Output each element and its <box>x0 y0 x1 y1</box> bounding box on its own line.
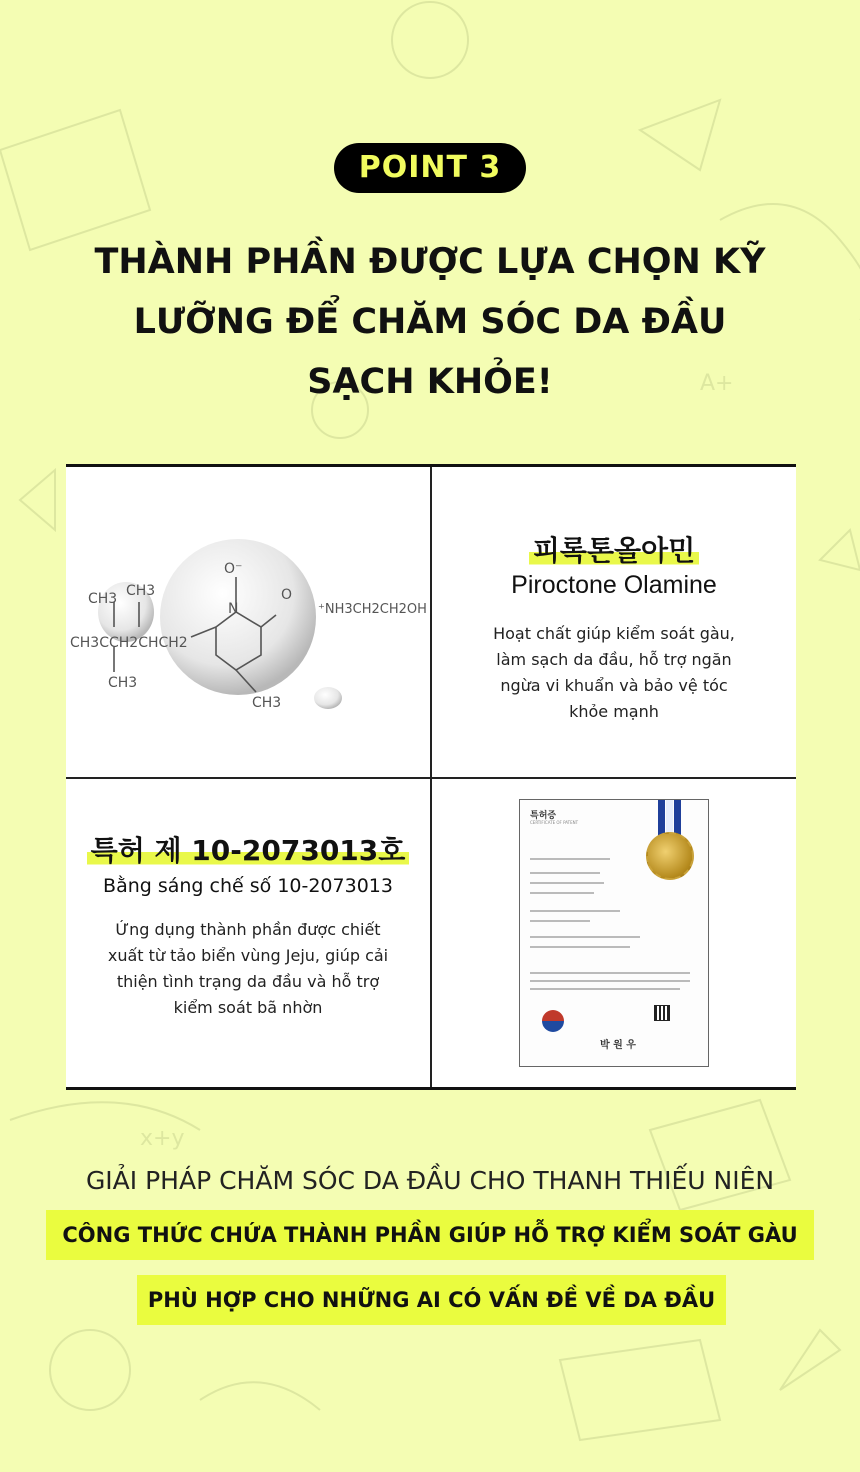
qr-code-icon <box>654 1005 670 1021</box>
taegeuk-logo-icon <box>542 1010 564 1032</box>
tiny-bubble <box>314 687 342 709</box>
footer-highlight-1: CÔNG THỨC CHỨA THÀNH PHẦN GIÚP HỖ TRỢ KIỂM SOÁT GÀU <box>46 1210 814 1260</box>
o-minus-label: O⁻ <box>224 561 243 577</box>
ingredient-description: Hoạt chất giúp kiểm soát gàu, làm sạch da đầu, hỗ trợ ngăn ngừa vi khuẩn và bảo vệ tóc khỏe mạnh <box>493 624 735 721</box>
patent-certificate-image <box>519 799 709 1067</box>
patent-vietnamese-number: Bằng sáng chế số 10-2073013 <box>103 875 393 897</box>
certificate-cell <box>432 779 796 1089</box>
amine-label: ⁺NH3CH2CH2OH <box>318 602 427 617</box>
info-grid <box>66 464 796 1090</box>
ch3-label-a: CH3 <box>88 591 118 607</box>
svg-text:x+y: x+y <box>140 1126 185 1151</box>
ch3-label-b: CH3 <box>126 583 156 599</box>
patent-description: Ứng dụng thành phần được chiết xuất từ tảo biển vùng Jeju, giúp cải thiện tình trạng da đầu và hỗ trợ kiểm soát bã nhờn <box>107 920 389 1017</box>
headline-line-3: SẠCH KHỎE! <box>307 362 553 402</box>
ingredient-english-name: Piroctone Olamine <box>511 571 717 599</box>
molecule-illustration <box>66 467 430 777</box>
molecule-cell <box>66 467 430 777</box>
o-label: O <box>281 587 293 603</box>
ch3-label-bottom: CH3 <box>108 675 138 691</box>
page-headline <box>40 232 820 412</box>
chain-label: CH3CCH2CHCH2 <box>70 635 188 651</box>
certificate-title: 특허증 <box>530 811 557 821</box>
certificate-subtitle: CERTIFICATE OF PATENT <box>530 820 579 825</box>
gold-seal-icon <box>646 832 694 880</box>
n-label: N <box>228 601 239 617</box>
ingredient-cell <box>432 467 796 777</box>
patent-korean-number: 특허 제 10-2073013호 <box>66 829 430 869</box>
headline-line-2: LƯỠNG ĐỂ CHĂM SÓC DA ĐẦU <box>133 302 727 342</box>
headline-line-1: THÀNH PHẦN ĐƯỢC LỰA CHỌN KỸ <box>94 242 766 282</box>
patent-cell <box>66 779 430 1089</box>
certificate-signature: 박 원 우 <box>600 1040 636 1051</box>
footer-highlight-2: PHÙ HỢP CHO NHỮNG AI CÓ VẤN ĐỀ VỀ DA ĐẦU <box>137 1275 726 1325</box>
ingredient-korean-name: 피록톤올아민 <box>432 529 796 569</box>
footer-tagline: GIẢI PHÁP CHĂM SÓC DA ĐẦU CHO THANH THIẾU NIÊN <box>85 1166 775 1195</box>
ch3-ring-label: CH3 <box>252 695 282 711</box>
point-badge: POINT 3 <box>334 143 526 193</box>
svg-text:A+: A+ <box>700 371 734 396</box>
